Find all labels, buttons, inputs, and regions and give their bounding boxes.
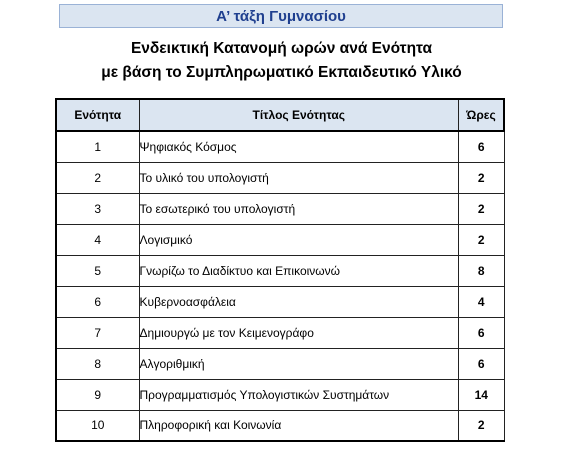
unit-number: 5	[56, 255, 139, 286]
unit-number: 2	[56, 162, 139, 193]
unit-hours: 2	[459, 410, 505, 441]
unit-title: Δημιουργώ με τον Κειμενογράφο	[139, 317, 459, 348]
unit-number: 8	[56, 348, 139, 379]
unit-number: 9	[56, 379, 139, 410]
unit-hours: 6	[459, 317, 505, 348]
unit-number: 4	[56, 224, 139, 255]
unit-number: 3	[56, 193, 139, 224]
unit-title: Πληροφορική και Κοινωνία	[139, 410, 459, 441]
unit-hours: 6	[459, 131, 505, 162]
unit-title: Προγραμματισμός Υπολογιστικών Συστημάτων	[139, 379, 459, 410]
header-unit: Ενότητα	[56, 99, 139, 131]
grade-banner-text: Α’ τάξη Γυμνασίου	[216, 7, 346, 25]
unit-hours: 8	[459, 255, 505, 286]
unit-hours: 4	[459, 286, 505, 317]
table-row	[56, 224, 504, 255]
unit-title: Το εσωτερικό του υπολογιστή	[139, 193, 459, 224]
table-header-row	[56, 99, 504, 131]
unit-number: 7	[56, 317, 139, 348]
units-hours-table	[55, 98, 505, 442]
table-row	[56, 131, 504, 162]
document-title-line-1: Ενδεικτική Κατανομή ωρών ανά Ενότητα	[130, 40, 433, 57]
table-row	[56, 193, 504, 224]
unit-title: Αλγοριθμική	[139, 348, 459, 379]
unit-hours: 2	[459, 162, 505, 193]
table-row	[56, 379, 504, 410]
unit-number: 10	[56, 410, 139, 441]
unit-title: Ψηφιακός Κόσμος	[139, 131, 459, 162]
table-row	[56, 317, 504, 348]
header-unit-title: Τίτλος Ενότητας	[139, 99, 459, 131]
table-row	[56, 410, 504, 441]
unit-title: Γνωρίζω το Διαδίκτυο και Επικοινωνώ	[139, 255, 459, 286]
unit-hours: 6	[459, 348, 505, 379]
table-row	[56, 255, 504, 286]
unit-hours: 2	[459, 224, 505, 255]
unit-hours: 14	[459, 379, 505, 410]
document-title-line-2: με βάση το Συμπληρωματικό Εκπαιδευτικό Υλικό	[101, 64, 462, 81]
header-hours: Ώρες	[459, 99, 505, 131]
unit-number: 6	[56, 286, 139, 317]
table-row	[56, 162, 504, 193]
unit-hours: 2	[459, 193, 505, 224]
grade-banner	[59, 4, 503, 28]
table-row	[56, 348, 504, 379]
table-row	[56, 286, 504, 317]
unit-number: 1	[56, 131, 139, 162]
unit-title: Το υλικό του υπολογιστή	[139, 162, 459, 193]
unit-title: Κυβερνοασφάλεια	[139, 286, 459, 317]
unit-title: Λογισμικό	[139, 224, 459, 255]
